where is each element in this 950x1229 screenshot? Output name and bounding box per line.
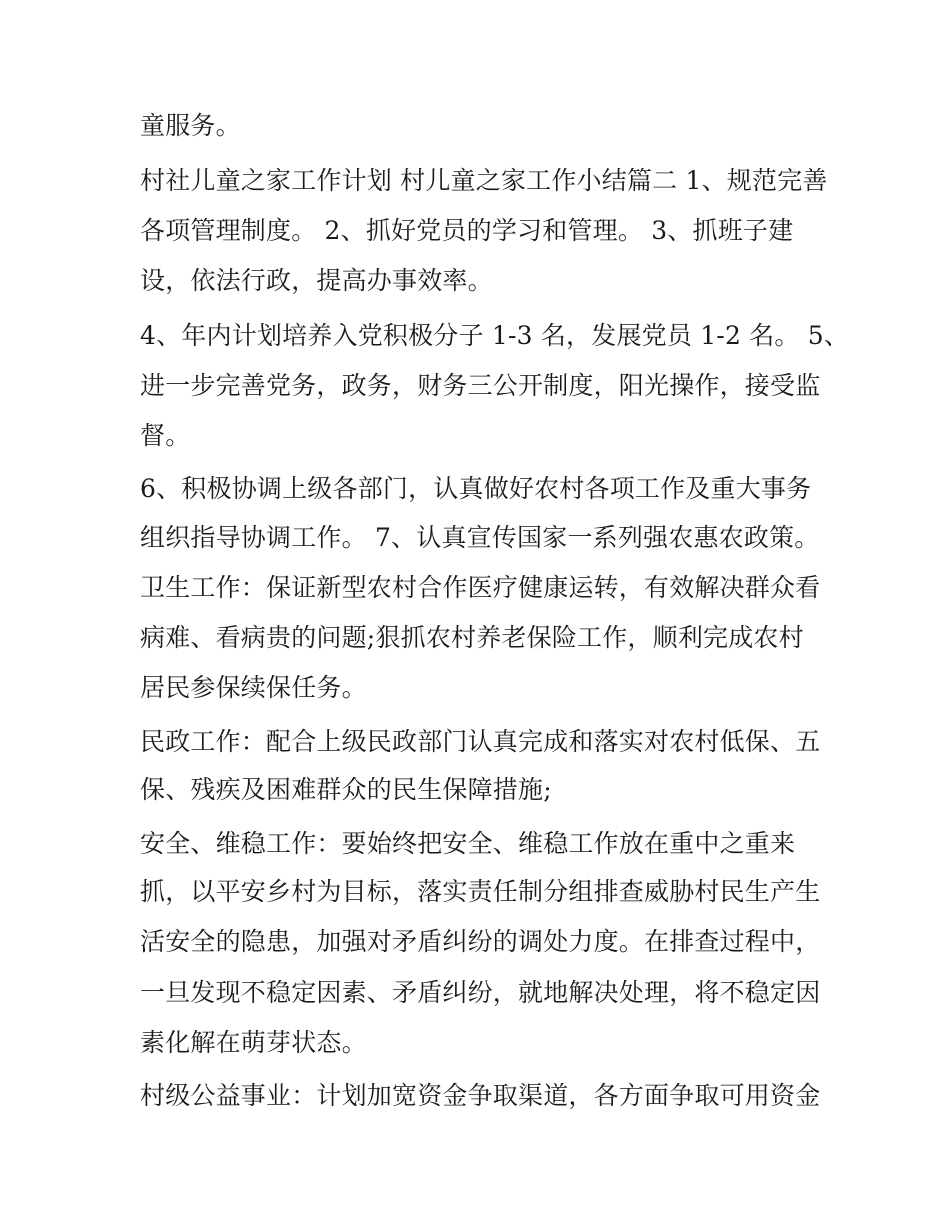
text-line: 病难、看病贵的问题;狠抓农村养老保险工作，顺利完成农村: [140, 623, 804, 652]
text-line: 村社儿童之家工作计划 村儿童之家工作小结篇二 1、规范完善: [140, 166, 828, 195]
text-line: 6、积极协调上级各部门，认真做好农村各项工作及重大事务: [140, 474, 812, 503]
text-line: 一旦发现不稳定因素、矛盾纠纷，就地解决处理，将不稳定因: [140, 978, 821, 1007]
text-line: 素化解在萌芽状态。: [140, 1028, 367, 1057]
text-line: 督。: [140, 421, 191, 450]
text-line: 安全、维稳工作：要始终把安全、维稳工作放在重中之重来: [140, 829, 796, 858]
text-line: 民政工作：配合上级民政部门认真完成和落实对农村低保、五: [140, 727, 821, 756]
text-line: 保、残疾及困难群众的民生保障措施;: [140, 775, 552, 804]
text-line: 居民参保续保任务。: [140, 673, 367, 702]
text-line: 各项管理制度。 2、抓好党员的学习和管理。 3、抓班子建: [140, 216, 794, 245]
text-line: 4、年内计划培养入党积极分子 1-3 名，发展党员 1-2 名。 5、: [140, 321, 850, 350]
text-line: 设，依法行政，提高办事效率。: [140, 266, 493, 295]
text-line: 卫生工作：保证新型农村合作医疗健康运转，有效解决群众看: [140, 573, 821, 602]
text-line: 抓，以平安乡村为目标，落实责任制分组排查威胁村民生产生: [140, 877, 821, 906]
text-line: 活安全的隐患，加强对矛盾纠纷的调处力度。在排查过程中，: [140, 927, 821, 956]
text-line: 组织指导协调工作。 7、认真宣传国家一系列强农惠农政策。: [140, 523, 820, 552]
text-line: 童服务。: [140, 111, 241, 140]
text-line: 进一步完善党务，政务，财务三公开制度，阳光操作，接受监: [140, 371, 821, 400]
text-line: 村级公益事业：计划加宽资金争取渠道，各方面争取可用资金: [140, 1081, 821, 1110]
